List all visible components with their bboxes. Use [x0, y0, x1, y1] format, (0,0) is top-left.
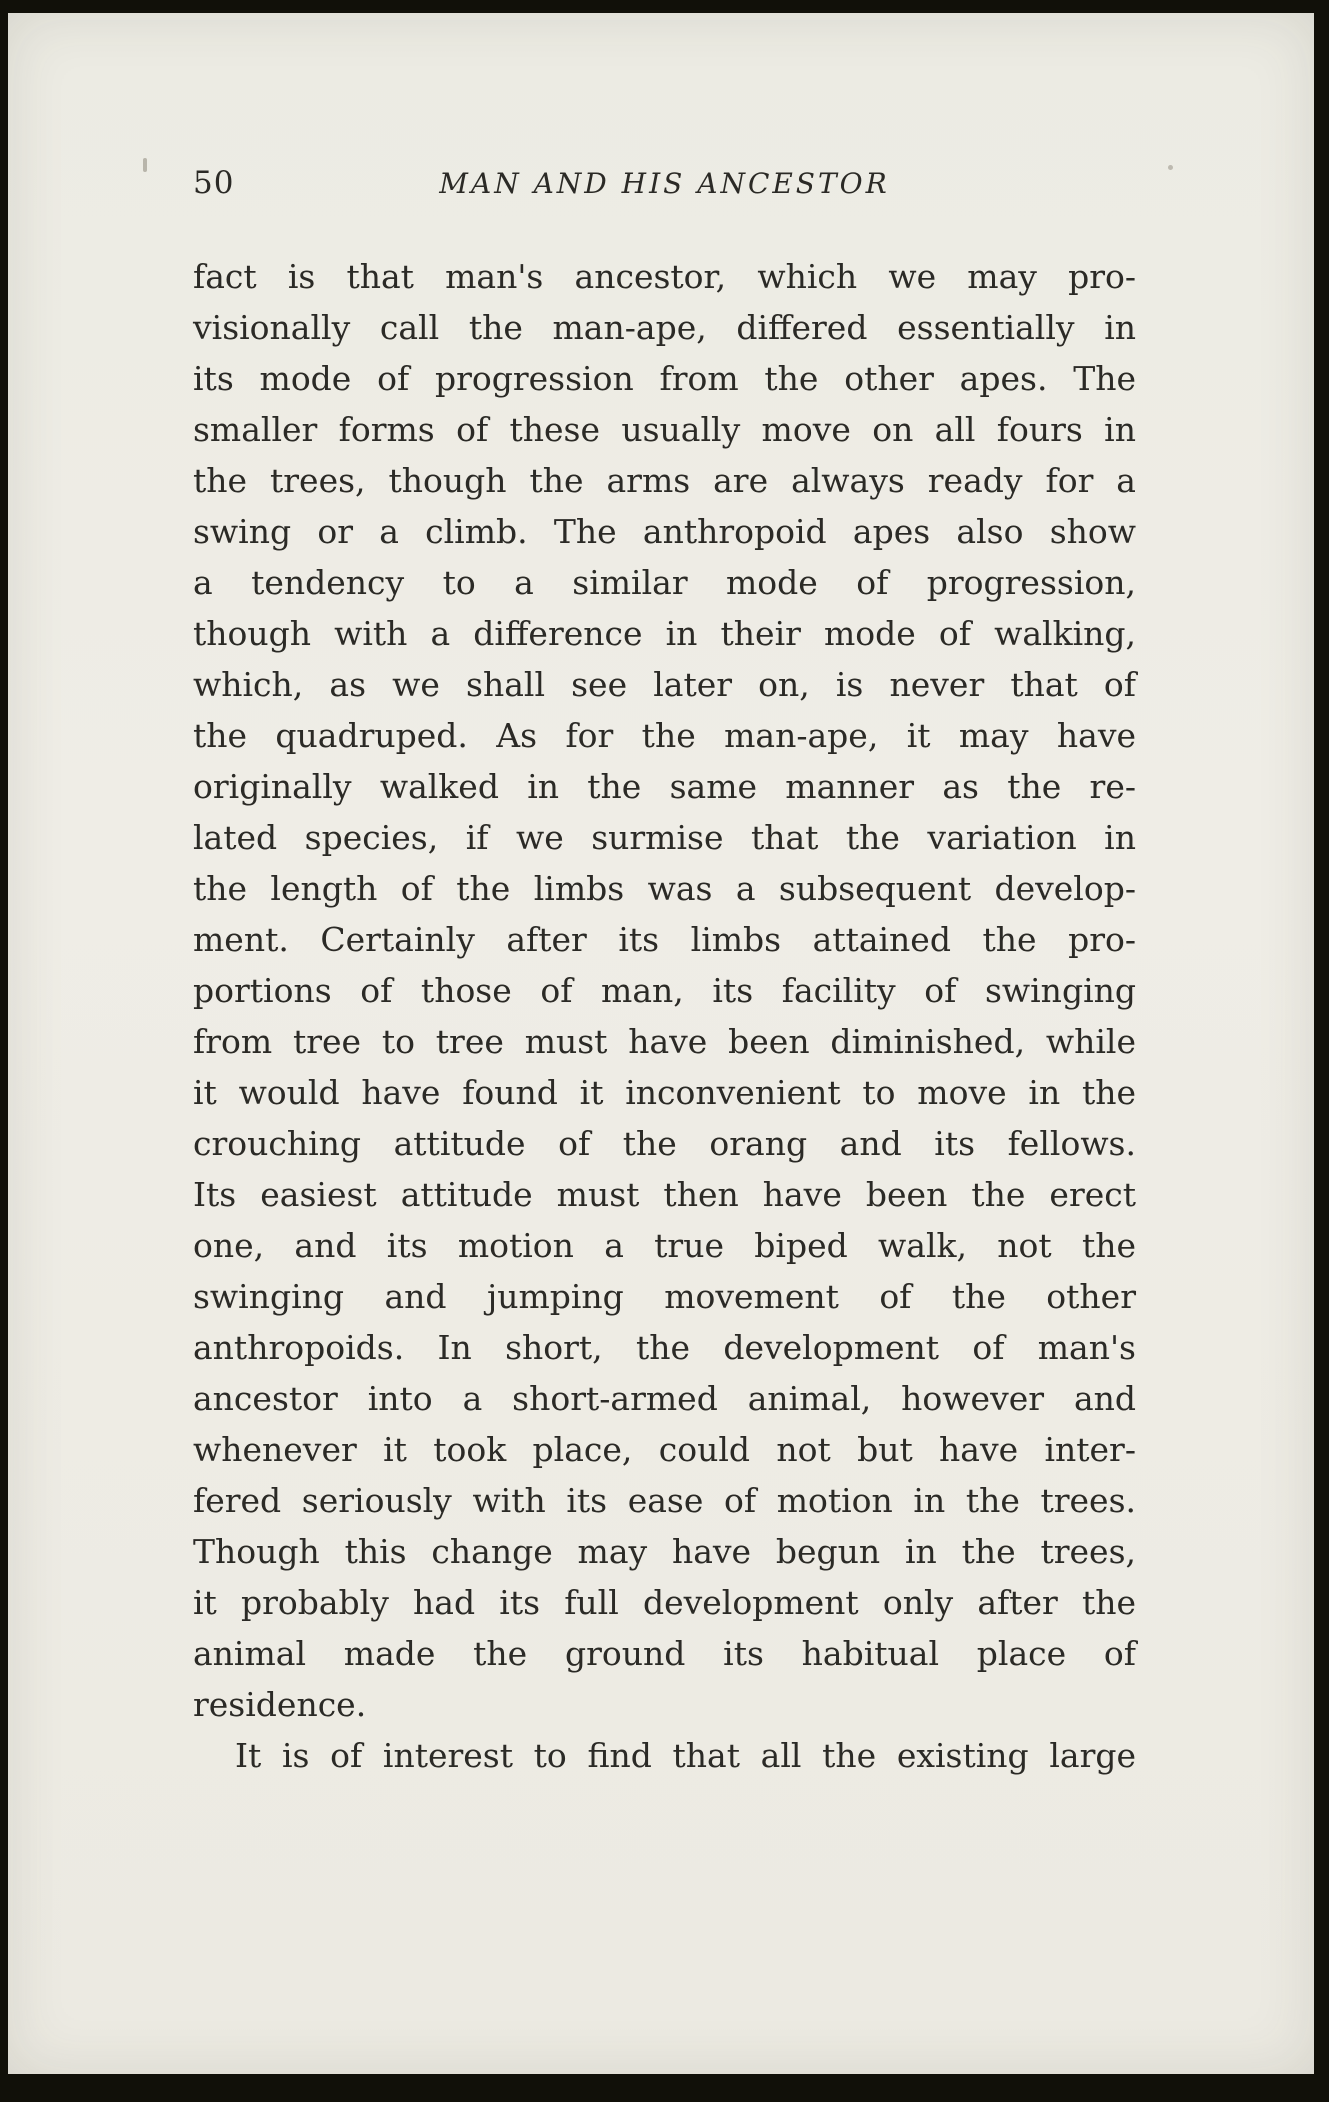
text-line: animal made the ground its habitual place of — [193, 1634, 1136, 1673]
page-content — [8, 13, 1314, 1781]
text-line: residence. — [193, 1685, 367, 1724]
text-line: one, and its motion a true biped walk, not the — [193, 1226, 1136, 1265]
text-line: which, as we shall see later on, is never that of — [193, 665, 1136, 704]
scan-speck — [1168, 165, 1173, 170]
text-line: originally walked in the same manner as the re- — [193, 767, 1136, 806]
text-line: the quadruped. As for the man-ape, it may have — [193, 716, 1136, 755]
text-line: It is of interest to find that all the existing large — [235, 1736, 1136, 1775]
text-line: its mode of progression from the other apes. The — [193, 359, 1136, 398]
text-line: fered seriously with its ease of motion in the trees. — [193, 1481, 1136, 1520]
text-line: it would have found it inconvenient to move in the — [193, 1073, 1136, 1112]
text-line: the trees, though the arms are always ready for a — [193, 461, 1136, 500]
text-line: whenever it took place, could not but have inter- — [193, 1430, 1136, 1469]
text-line: swing or a climb. The anthropoid apes also show — [193, 512, 1136, 551]
page-header — [193, 163, 1136, 209]
scan-speck — [143, 158, 147, 172]
text-line: from tree to tree must have been diminished, while — [193, 1022, 1136, 1061]
text-line: though with a difference in their mode of walking, — [193, 614, 1136, 653]
text-line: Its easiest attitude must then have been the erect — [193, 1175, 1136, 1214]
text-line: ment. Certainly after its limbs attained the pro- — [193, 920, 1136, 959]
book-page — [8, 13, 1314, 2074]
text-line: a tendency to a similar mode of progression, — [193, 563, 1136, 602]
text-line: smaller forms of these usually move on all fours in — [193, 410, 1136, 449]
text-line: it probably had its full development only after the — [193, 1583, 1136, 1622]
body-text — [193, 251, 1136, 1781]
text-line: anthropoids. In short, the development of man's — [193, 1328, 1136, 1367]
page-number: 50 — [193, 165, 235, 201]
text-line: ancestor into a short-armed animal, however and — [193, 1379, 1136, 1418]
running-head-title: MAN AND HIS ANCESTOR — [439, 167, 890, 200]
text-line: lated species, if we surmise that the variation in — [193, 818, 1136, 857]
text-line: crouching attitude of the orang and its fellows. — [193, 1124, 1136, 1163]
text-line: fact is that man's ancestor, which we may pro- — [193, 257, 1136, 296]
text-line: swinging and jumping movement of the other — [193, 1277, 1136, 1316]
text-line: portions of those of man, its facility of swinging — [193, 971, 1136, 1010]
text-line: visionally call the man-ape, differed essentially in — [193, 308, 1136, 347]
text-line: the length of the limbs was a subsequent develop- — [193, 869, 1136, 908]
text-line: Though this change may have begun in the trees, — [193, 1532, 1136, 1571]
